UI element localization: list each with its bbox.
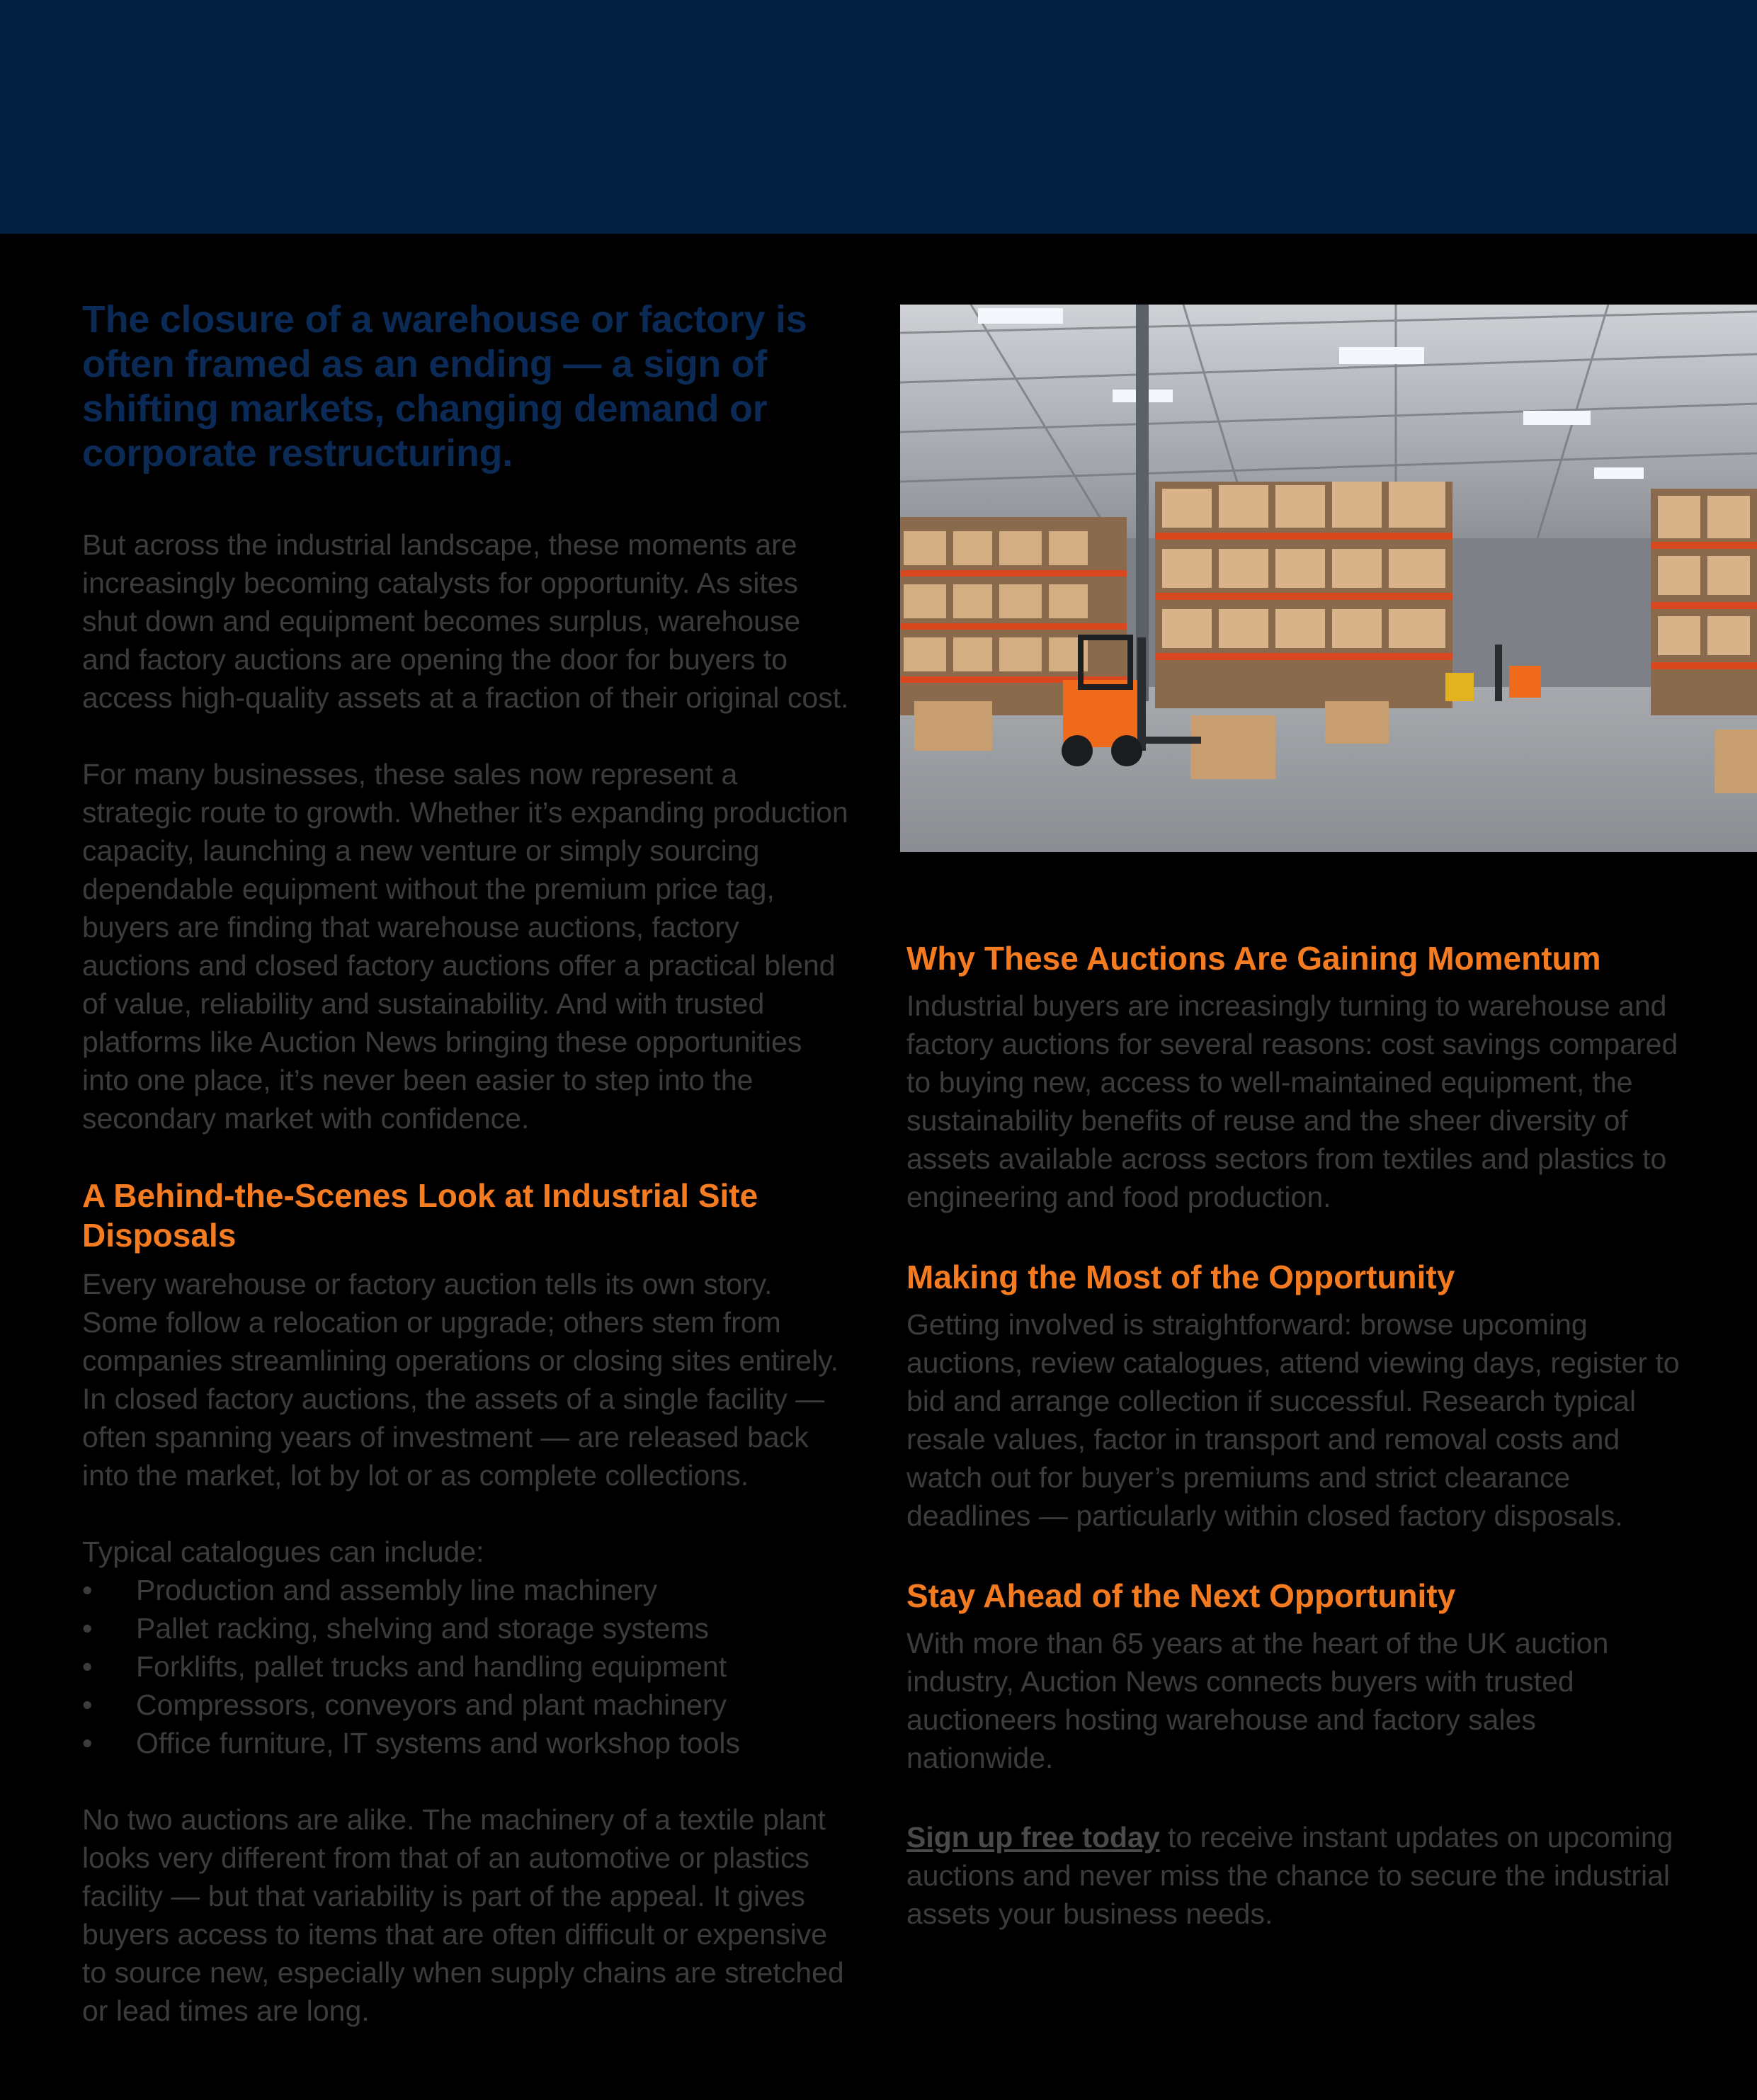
signup-paragraph	[906, 1818, 1685, 1933]
list-item: • Compressors, conveyors and plant machinery	[82, 1686, 854, 1724]
disposals-paragraph: Every warehouse or factory auction tells its own story. Some follow a relocation or upgrade; others stem from companies streamlining operations or closing sites entirely. In closed factory auctions, the assets of a single facility — often spanning years of investment — are released back into the market, lot by lot or as complete collections.	[82, 1268, 839, 1492]
opportunity-heading: Making the Most of the Opportunity	[906, 1259, 1455, 1295]
article-right-column	[906, 938, 1685, 1974]
opportunity-paragraph: Getting involved is straightforward: browse upcoming auctions, review catalogues, attend viewing days, register to bid and arrange collection if successful. Research typical resale values, factor in transport and removal costs and watch out for buyer’s premiums and strict clearance deadlines — particularly within closed factory disposals.	[906, 1308, 1680, 1532]
intro-paragraph: But across the industrial landscape, these moments are increasingly becoming catalysts for opportunity. As sites shut down and equipment becomes surplus, warehouse and factory auctions are opening the door for buyers to access high-quality assets at a fraction of their original cost.	[82, 528, 849, 714]
growth-paragraph: For many businesses, these sales now represent a strategic route to growth. Whether it’s expanding production capacity, launching a new venture or simply sourcing dependable equipment without the premium price tag, buyers are finding that warehouse auctions, factory auctions and closed factory auctions offer a practical blend of value, reliability and sustainability. And with trusted platforms like Auction News bringing these opportunities into one place, it’s never been easier to step into the secondary market with confidence.	[82, 758, 848, 1135]
momentum-paragraph: Industrial buyers are increasingly turning to warehouse and factory auctions for several reasons: cost savings compared to buying new, access to well-maintained equipment, the sustainability benefits of reuse and the sheer diversity of assets available across sectors from textiles and plastics to engineering and food production.	[906, 989, 1678, 1213]
list-item: • Office furniture, IT systems and workshop tools	[82, 1724, 854, 1762]
variability-paragraph: No two auctions are alike. The machinery of a textile plant looks very different from that of an automotive or plastics facility — but that variability is part of the appeal. It gives buyers access to items that are often difficult or expensive to source new, especially when supply chains are stretched or lead times are long.	[82, 1803, 844, 2027]
article-left-column	[82, 297, 854, 2068]
bullet-icon: •	[82, 1612, 93, 1645]
bullet-icon: •	[82, 1688, 93, 1721]
bullet-icon: •	[82, 1650, 93, 1683]
signup-link[interactable]: Sign up free today	[906, 1821, 1160, 1854]
catalogue-intro: Typical catalogues can include:	[82, 1536, 484, 1568]
catalogue-list	[82, 1571, 854, 1762]
warehouse-photo	[900, 305, 1757, 852]
bullet-icon: •	[82, 1574, 93, 1606]
disposals-heading: A Behind-the-Scenes Look at Industrial Site Disposals	[82, 1177, 758, 1254]
list-item: • Production and assembly line machinery	[82, 1571, 854, 1609]
header-band	[0, 0, 1757, 234]
bullet-icon: •	[82, 1727, 93, 1759]
stay-ahead-heading: Stay Ahead of the Next Opportunity	[906, 1577, 1456, 1614]
list-item: • Forklifts, pallet trucks and handling equipment	[82, 1647, 854, 1686]
list-item: • Pallet racking, shelving and storage systems	[82, 1609, 854, 1647]
lead-statement: The closure of a warehouse or factory is often framed as an ending — a sign of shifting markets, changing demand or corporate restructuring.	[82, 298, 807, 475]
stay-ahead-paragraph: With more than 65 years at the heart of the UK auction industry, Auction News connects buyers with trusted auctioneers hosting warehouse and factory sales nationwide.	[906, 1627, 1609, 1774]
momentum-heading: Why These Auctions Are Gaining Momentum	[906, 940, 1601, 977]
signup-text: to receive instant updates on upcoming auctions and never miss the chance to secure the industrial assets your business needs.	[906, 1821, 1673, 1930]
